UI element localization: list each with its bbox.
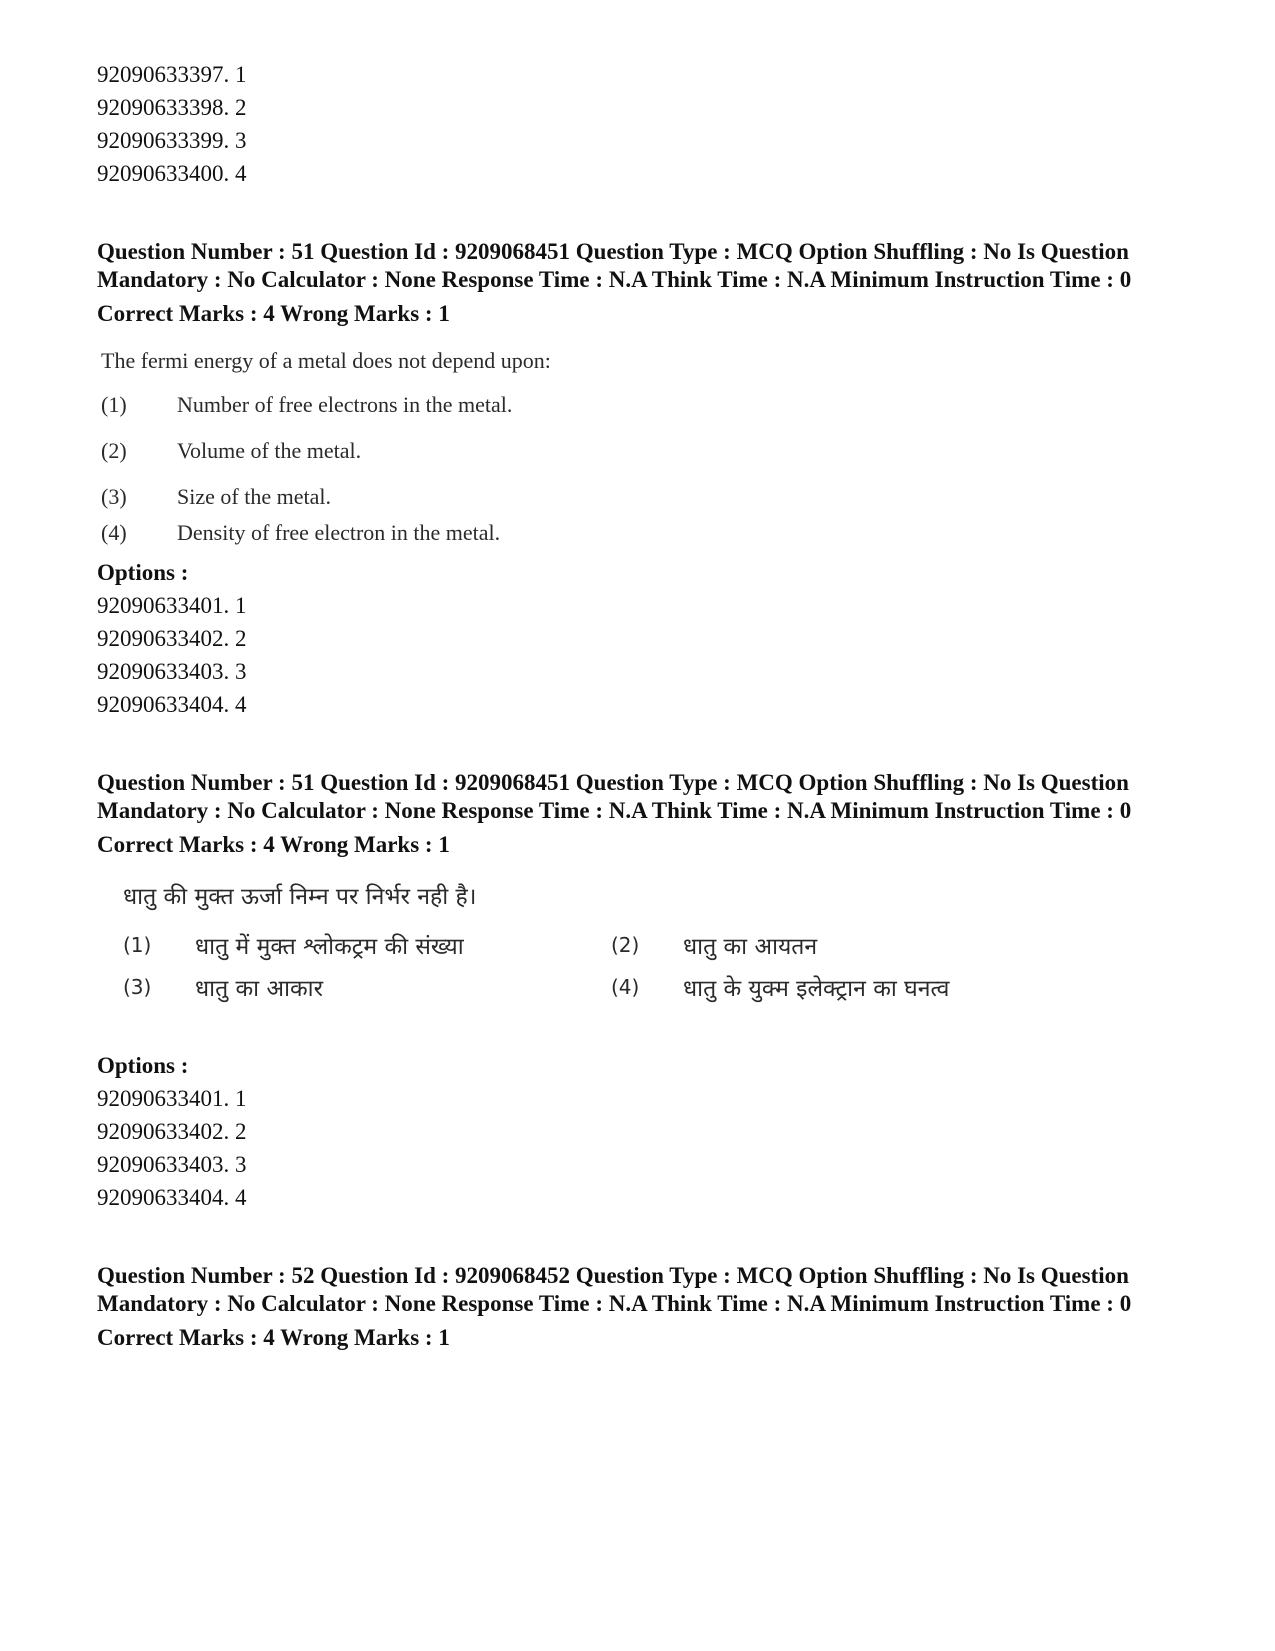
option-line: 92090633397. 1 xyxy=(97,62,247,87)
choice-number: (2) xyxy=(101,438,127,463)
question-header: Question Number : 51 Question Id : 9209068451 Question Type : MCQ Option Shuffling : No Is Question Mandatory : No Calculator : None Response Time : N.A Think Time : N.A Minimum Instruction Time : 0 xyxy=(97,239,1132,292)
question-block-52 xyxy=(97,1262,1187,1352)
choice-item xyxy=(123,929,611,961)
choice-number: (2) xyxy=(611,933,640,957)
choice-item xyxy=(611,971,1099,1003)
question-marks: Correct Marks : 4 Wrong Marks : 1 xyxy=(97,301,450,326)
choice-item xyxy=(101,438,1187,464)
option-line: 92090633402. 2 xyxy=(97,1119,247,1144)
choice-text: धातु के युक्म इलेक्ट्रान का घनत्व xyxy=(683,976,950,1002)
option-line: 92090633404. 4 xyxy=(97,692,247,717)
document-page xyxy=(97,58,1187,1352)
question-header: Question Number : 52 Question Id : 9209068452 Question Type : MCQ Option Shuffling : No Is Question Mandatory : No Calculator : None Response Time : N.A Think Time : N.A Minimum Instruction Time : 0 xyxy=(97,1263,1132,1316)
option-line: 92090633401. 1 xyxy=(97,1086,247,1111)
question-block-51-hi xyxy=(97,769,1187,1214)
choice-text: धातु में मुक्त श्लोकट्रम की संख्या xyxy=(195,934,464,960)
choice-row xyxy=(123,929,1187,961)
choice-item xyxy=(123,971,611,1003)
choice-text: Size of the metal. xyxy=(177,484,331,509)
question-marks: Correct Marks : 4 Wrong Marks : 1 xyxy=(97,1325,450,1350)
option-line: 92090633402. 2 xyxy=(97,626,247,651)
choice-text: धातु का आयतन xyxy=(683,934,818,960)
option-line: 92090633403. 3 xyxy=(97,1152,247,1177)
choice-item xyxy=(101,520,1187,546)
choice-number: (3) xyxy=(101,484,127,509)
option-line: 92090633400. 4 xyxy=(97,161,247,186)
options-title: Options : xyxy=(97,1053,189,1078)
choice-item xyxy=(101,392,1187,418)
option-line: 92090633399. 3 xyxy=(97,128,247,153)
choice-item xyxy=(101,484,1187,510)
choice-row xyxy=(123,971,1187,1003)
options-title: Options : xyxy=(97,560,189,585)
question-stem: धातु की मुक्त ऊर्जा निम्न पर निर्भर नही है। xyxy=(123,884,477,910)
option-line: 92090633398. 2 xyxy=(97,95,247,120)
choice-number: (3) xyxy=(123,975,152,999)
choice-text: धातु का आकार xyxy=(195,976,323,1002)
choice-number: (4) xyxy=(101,520,127,545)
choice-text: Volume of the metal. xyxy=(177,438,362,463)
question-header: Question Number : 51 Question Id : 9209068451 Question Type : MCQ Option Shuffling : No Is Question Mandatory : No Calculator : None Response Time : N.A Think Time : N.A Minimum Instruction Time : 0 xyxy=(97,770,1132,823)
choice-text: Number of free electrons in the metal. xyxy=(177,392,513,417)
choice-number: (1) xyxy=(101,392,127,417)
question-marks: Correct Marks : 4 Wrong Marks : 1 xyxy=(97,832,450,857)
choice-number: (1) xyxy=(123,933,152,957)
question-stem: The fermi energy of a metal does not depend upon: xyxy=(101,348,551,373)
choice-item xyxy=(611,929,1099,961)
question-image-english xyxy=(101,348,1187,546)
question-block-51-en xyxy=(97,238,1187,721)
option-line: 92090633401. 1 xyxy=(97,593,247,618)
option-line: 92090633404. 4 xyxy=(97,1185,247,1210)
option-line: 92090633403. 3 xyxy=(97,659,247,684)
choice-text: Density of free electron in the metal. xyxy=(177,520,501,545)
choice-number: (4) xyxy=(611,975,640,999)
previous-options-list xyxy=(97,58,1187,190)
question-image-hindi xyxy=(123,879,1187,1003)
